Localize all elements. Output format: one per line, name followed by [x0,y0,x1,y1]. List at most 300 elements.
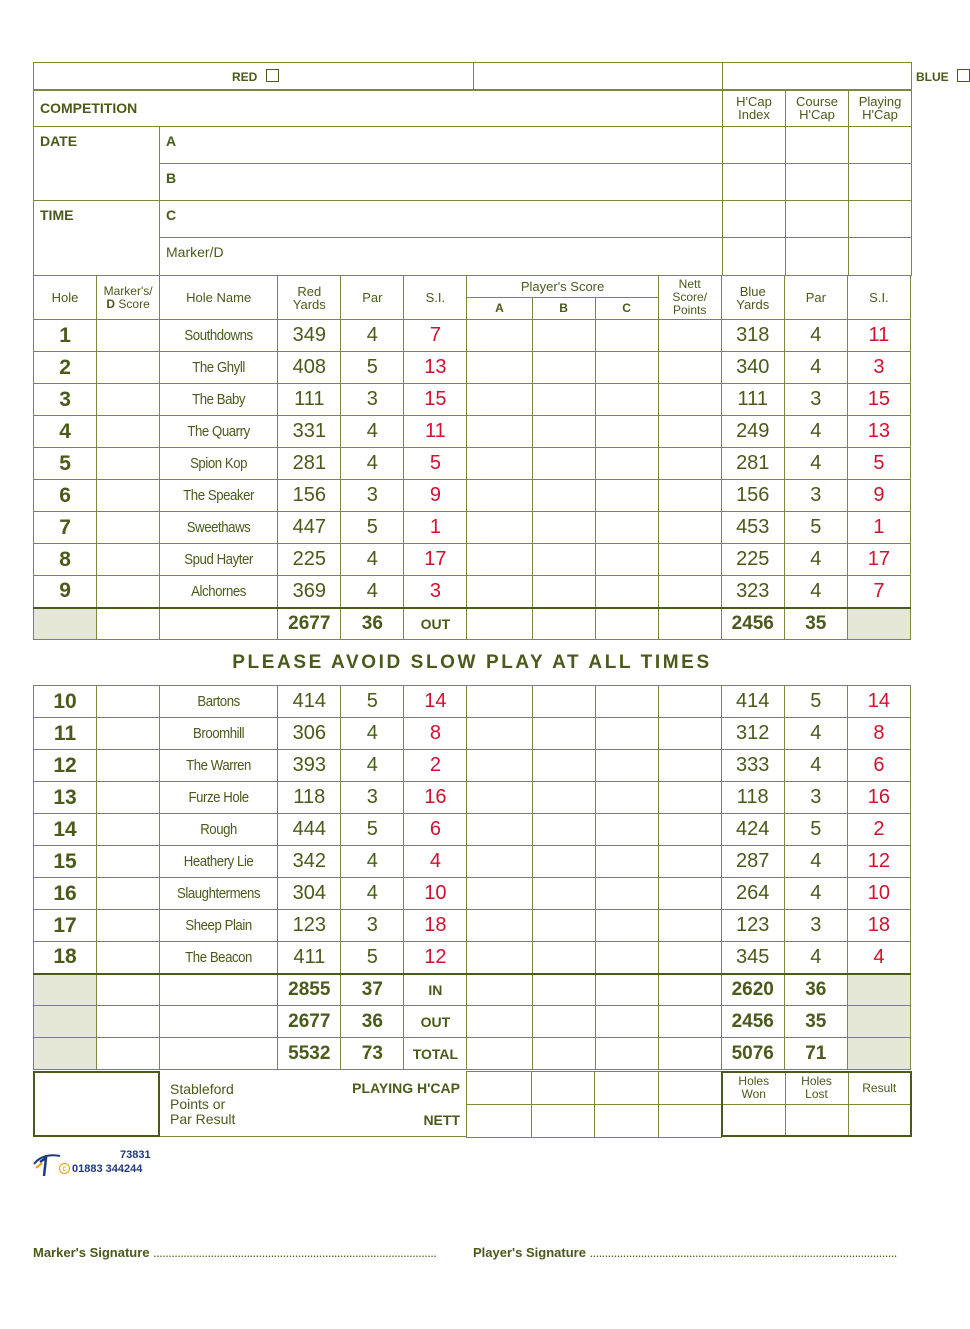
total-blue-par: 36 [784,974,847,1006]
player-c-score-cell[interactable] [595,448,658,480]
player-c-name[interactable]: C [160,201,723,238]
total-hole-cell [34,974,97,1006]
col-blue-si-header: S.I. [847,276,910,320]
hole-number: 9 [34,576,97,608]
blue-par: 4 [784,718,847,750]
hole-number: 3 [34,384,97,416]
time-label: TIME [34,201,160,276]
markers-score-cell[interactable] [97,512,160,544]
player-signature-label: Player's Signature [473,1245,586,1260]
player-a-score-cell[interactable] [467,942,532,974]
total-a-cell[interactable] [467,608,532,640]
nett-score-cell[interactable] [658,352,721,384]
marker-signature-label: Marker's Signature [33,1245,150,1260]
markers-score-cell[interactable] [97,384,160,416]
red-par: 5 [341,686,404,718]
total-label: OUT [404,608,467,640]
blue-yards: 264 [721,878,784,910]
red-par: 3 [341,910,404,942]
red-si: 15 [404,384,467,416]
player-a-score-cell[interactable] [467,846,532,878]
hcap-a-cell[interactable] [467,1072,532,1105]
player-a-score-cell[interactable] [467,814,532,846]
player-c-score-cell[interactable] [595,544,658,576]
blue-si: 11 [847,320,910,352]
blue-yards: 281 [721,448,784,480]
nett-score-cell[interactable] [658,544,721,576]
holes-won-cell[interactable] [722,1104,785,1136]
blue-si: 13 [847,416,910,448]
holes-won-header [722,1072,785,1104]
nett-label: NETT [423,1112,460,1128]
blue-par: 3 [784,480,847,512]
nett-score-cell[interactable] [658,718,721,750]
col-red-yards-line2: Yards [292,296,326,312]
col-blue-yards-line1: Blue [739,283,766,299]
player-c-score-cell[interactable] [595,320,658,352]
markers-score-cell[interactable] [97,686,160,718]
course-hcap-d[interactable] [786,238,849,276]
nett-b-cell[interactable] [532,1105,595,1138]
hole-name-text: Spion Kop [190,455,248,472]
col-blue-yards-header [721,276,784,320]
total-markers-cell[interactable] [97,1006,160,1038]
red-par: 4 [341,448,404,480]
result-cell[interactable] [848,1104,911,1136]
copyright-icon: c [59,1163,70,1174]
markers-score-cell[interactable] [97,814,160,846]
blue-yards: 123 [721,910,784,942]
nett-score-cell[interactable] [658,416,721,448]
total-c-cell[interactable] [595,974,658,1006]
total-a-cell[interactable] [467,1038,532,1070]
markers-score-cell[interactable] [97,878,160,910]
blue-yards: 318 [721,320,784,352]
markers-score-cell[interactable] [97,352,160,384]
col-hole-header: Hole [34,276,97,320]
course-hcap-label: Course H'Cap [796,94,838,122]
nett-score-cell[interactable] [658,750,721,782]
red-par: 5 [341,814,404,846]
player-b-score-cell[interactable] [532,878,595,910]
hcap-index-b[interactable] [723,164,786,201]
red-tee-cell [34,63,723,91]
player-b-score-cell[interactable] [532,576,595,608]
blue-par: 4 [784,750,847,782]
player-b-score-cell[interactable] [532,416,595,448]
total-c-cell[interactable] [595,1006,658,1038]
info-table [33,89,912,276]
hole-number: 8 [34,544,97,576]
total-nett-cell[interactable] [658,1006,721,1038]
playing-hcap-header [849,90,912,127]
markers-score-cell[interactable] [97,782,160,814]
blue-si: 14 [847,686,910,718]
player-b-name[interactable]: B [160,164,723,201]
hole-name-text: The Quarry [187,423,250,440]
col-nett-line3: Points [673,303,707,317]
red-par: 4 [341,878,404,910]
blue-par: 5 [784,512,847,544]
red-yards: 331 [278,416,341,448]
player-c-score-cell[interactable] [595,416,658,448]
total-markers-cell[interactable] [97,1038,160,1070]
total-blue-yards: 2456 [721,608,784,640]
total-red-par: 73 [341,1038,404,1070]
player-c-score-cell[interactable] [595,814,658,846]
nett-score-cell[interactable] [658,320,721,352]
player-c-score-cell[interactable] [595,718,658,750]
player-c-score-cell[interactable] [595,512,658,544]
red-si: 14 [404,686,467,718]
total-c-cell[interactable] [595,1038,658,1070]
player-a-score-cell[interactable] [467,544,532,576]
col-markers-header [97,276,160,320]
hole-name [160,384,278,416]
hole-number: 6 [34,480,97,512]
course-hcap-a[interactable] [786,127,849,164]
red-par: 4 [341,544,404,576]
hole-number: 5 [34,448,97,480]
player-c-score-cell[interactable] [595,942,658,974]
hole-number: 1 [34,320,97,352]
marker-signature-line[interactable] [33,1245,436,1260]
stableford-line2: Points or [170,1096,226,1112]
red-si: 8 [404,718,467,750]
player-a-score-cell[interactable] [467,878,532,910]
blue-yards: 249 [721,416,784,448]
hcap-nett-cell[interactable] [658,1072,721,1105]
player-c-score-cell[interactable] [595,686,658,718]
playing-hcap-a[interactable] [849,127,912,164]
blue-par: 4 [784,878,847,910]
player-b-score-cell[interactable] [532,814,595,846]
hole-name [160,910,278,942]
stableford-line1: Stableford [170,1081,234,1097]
player-a-score-cell[interactable] [467,416,532,448]
red-tee-checkbox[interactable] [266,69,279,82]
red-par: 5 [341,942,404,974]
hole-row [34,782,911,814]
blue-par: 5 [784,814,847,846]
markers-score-cell[interactable] [97,846,160,878]
hole-number: 14 [34,814,97,846]
col-nett-header [658,276,721,320]
markers-score-cell[interactable] [97,544,160,576]
total-blue-yards: 5076 [721,1038,784,1070]
total-red-yards: 2855 [278,974,341,1006]
red-yards: 411 [278,942,341,974]
player-a-score-cell[interactable] [467,782,532,814]
nett-score-cell[interactable] [658,878,721,910]
blue-si: 17 [847,544,910,576]
total-b-cell[interactable] [532,1006,595,1038]
player-a-score-cell[interactable] [467,320,532,352]
player-a-score-cell[interactable] [467,910,532,942]
blue-si: 3 [847,352,910,384]
player-a-score-cell[interactable] [467,750,532,782]
player-a-score-cell[interactable] [467,718,532,750]
blue-si: 10 [847,878,910,910]
markers-score-cell[interactable] [97,750,160,782]
markers-score-cell[interactable] [97,480,160,512]
player-a-score-cell[interactable] [467,576,532,608]
marker-d-label: Marker/D [166,244,224,260]
player-c-score-cell[interactable] [595,878,658,910]
player-a-score-cell[interactable] [467,384,532,416]
blue-si: 2 [847,814,910,846]
player-a-score-cell[interactable] [467,448,532,480]
col-markers-score: Score [118,296,150,311]
nett-score-cell[interactable] [658,814,721,846]
hole-number: 2 [34,352,97,384]
player-b-score-cell[interactable] [532,846,595,878]
hole-row [34,352,911,384]
blue-par: 4 [784,416,847,448]
total-row [34,608,911,640]
player-signature-line[interactable] [473,1245,911,1260]
total-blue-yards: 2456 [721,1006,784,1038]
hole-number: 12 [34,750,97,782]
total-nett-cell[interactable] [658,1038,721,1070]
player-a-name[interactable]: A [160,127,723,164]
red-yards: 123 [278,910,341,942]
player-b-score-cell[interactable] [532,384,595,416]
total-blue-si-cell [847,1038,910,1070]
player-c-score-cell[interactable] [595,782,658,814]
hole-row [34,942,911,974]
col-red-yards-header [278,276,341,320]
hcap-index-d[interactable] [723,238,786,276]
markers-score-cell[interactable] [97,576,160,608]
red-si: 6 [404,814,467,846]
blue-par: 5 [784,686,847,718]
player-b-score-cell[interactable] [532,352,595,384]
total-label: TOTAL [404,1038,467,1070]
hole-name [160,480,278,512]
hcap-index-header [723,90,786,127]
holes-lost-cell[interactable] [785,1104,848,1136]
red-yards: 369 [278,576,341,608]
player-c-score-cell[interactable] [595,480,658,512]
player-c-score-cell[interactable] [595,910,658,942]
total-b-cell[interactable] [532,1038,595,1070]
blue-par: 4 [784,942,847,974]
red-par: 4 [341,718,404,750]
hole-name-text: Alchornes [191,582,247,600]
blue-si: 7 [847,576,910,608]
total-markers-cell[interactable] [97,974,160,1006]
total-label: OUT [404,1006,467,1038]
markers-score-cell[interactable] [97,320,160,352]
total-markers-cell[interactable] [97,608,160,640]
markers-score-cell[interactable] [97,718,160,750]
hole-name [160,320,278,352]
player-b-score-cell[interactable] [532,782,595,814]
nett-score-cell[interactable] [658,384,721,416]
player-a-score-cell[interactable] [467,686,532,718]
hole-name [160,942,278,974]
player-c-score-cell[interactable] [595,384,658,416]
hole-name-text: Broomhill [193,725,245,742]
total-b-cell[interactable] [532,608,595,640]
nett-score-cell[interactable] [658,942,721,974]
playing-hcap-c[interactable] [849,201,912,238]
playing-hcap-b[interactable] [849,164,912,201]
red-si: 2 [404,750,467,782]
hole-name-text: Furze Hole [188,789,249,806]
nett-nett-cell[interactable] [658,1105,721,1138]
nett-score-cell[interactable] [658,480,721,512]
hole-number: 17 [34,910,97,942]
red-si: 9 [404,480,467,512]
blue-si: 12 [847,846,910,878]
player-b-score-cell[interactable] [532,750,595,782]
blue-yards: 111 [721,384,784,416]
nett-score-cell[interactable] [658,576,721,608]
blue-par: 4 [784,576,847,608]
nett-score-cell[interactable] [658,512,721,544]
player-c-score-cell[interactable] [595,576,658,608]
course-hcap-c[interactable] [786,201,849,238]
hole-row [34,814,911,846]
player-a-score-cell[interactable] [467,512,532,544]
hole-name [160,352,278,384]
hole-row [34,576,911,608]
total-label: IN [404,974,467,1006]
blue-yards: 424 [721,814,784,846]
col-markers-line1: Marker's/ [103,283,153,298]
hcap-index-c[interactable] [723,201,786,238]
holes-lost-line2: Lost [805,1087,828,1102]
total-a-cell[interactable] [467,974,532,1006]
hole-name-text: Slaughtermens [177,885,261,902]
date-label: DATE [34,127,160,201]
red-yards: 444 [278,814,341,846]
total-red-par: 37 [341,974,404,1006]
nett-score-cell[interactable] [658,448,721,480]
red-yards: 111 [278,384,341,416]
total-b-cell[interactable] [532,974,595,1006]
red-par: 3 [341,384,404,416]
total-name-cell [160,1006,278,1038]
hcap-b-cell[interactable] [532,1072,595,1105]
total-a-cell[interactable] [467,1006,532,1038]
hole-row [34,750,911,782]
blue-si: 9 [847,480,910,512]
red-yards: 306 [278,718,341,750]
total-nett-cell[interactable] [658,974,721,1006]
nett-score-cell[interactable] [658,846,721,878]
hole-name [160,782,278,814]
markers-score-cell[interactable] [97,910,160,942]
hcap-index-a[interactable] [723,127,786,164]
markers-score-cell[interactable] [97,942,160,974]
nett-a-cell[interactable] [467,1105,532,1138]
total-nett-cell[interactable] [658,608,721,640]
holes-won-line2: Won [741,1087,766,1102]
printer-logo-icon [32,1150,62,1178]
hole-row [34,320,911,352]
hole-name [160,544,278,576]
result-header: Result [848,1072,911,1104]
player-b-score-cell[interactable] [532,320,595,352]
nett-score-cell[interactable] [658,782,721,814]
markers-score-cell[interactable] [97,448,160,480]
hole-name [160,846,278,878]
player-b-score-cell[interactable] [532,910,595,942]
hole-name [160,878,278,910]
blue-tee-label: BLUE [916,70,949,84]
player-c-score-cell[interactable] [595,352,658,384]
player-b-score-cell[interactable] [532,512,595,544]
red-yards: 225 [278,544,341,576]
printer-phone: 01883 344244 [72,1163,143,1175]
player-b-score-cell[interactable] [532,686,595,718]
hole-row [34,448,911,480]
blue-si: 6 [847,750,910,782]
competition-label: COMPETITION [34,90,723,127]
nett-c-cell[interactable] [595,1105,658,1138]
red-si: 5 [404,448,467,480]
nett-score-cell[interactable] [658,910,721,942]
player-c-score-cell[interactable] [595,750,658,782]
course-hcap-b[interactable] [786,164,849,201]
blue-par: 3 [784,782,847,814]
hole-row [34,686,911,718]
nett-score-cell[interactable] [658,686,721,718]
hole-number: 11 [34,718,97,750]
blue-yards: 287 [721,846,784,878]
red-yards: 447 [278,512,341,544]
col-blue-yards-line2: Yards [736,296,770,312]
player-b-score-cell[interactable] [532,942,595,974]
col-nett-line1: Nett [678,277,701,291]
player-c-score-cell[interactable] [595,846,658,878]
blue-tee-checkbox[interactable] [957,69,970,82]
hole-number: 13 [34,782,97,814]
blue-si: 4 [847,942,910,974]
total-name-cell [160,608,278,640]
blue-yards: 345 [721,942,784,974]
marker-signature-dots: .............................................................................................. [153,1245,437,1260]
player-a-score-cell[interactable] [467,480,532,512]
blue-yards: 156 [721,480,784,512]
hole-name [160,448,278,480]
hole-name-text: The Ghyll [192,359,245,376]
blue-yards: 340 [721,352,784,384]
player-b-score-cell[interactable] [532,718,595,750]
blue-par: 4 [784,320,847,352]
markers-score-cell[interactable] [97,416,160,448]
playing-hcap-d[interactable] [849,238,912,276]
red-yards: 414 [278,686,341,718]
red-par: 4 [341,416,404,448]
red-si: 17 [404,544,467,576]
player-b-score-cell[interactable] [532,448,595,480]
player-b-score-cell[interactable] [532,544,595,576]
red-tee-label: RED [232,70,258,84]
marker-d-name[interactable] [160,238,723,276]
result-stamp-box[interactable] [33,1071,160,1137]
player-b-score-cell[interactable] [532,480,595,512]
hole-name-text: The Speaker [183,487,255,504]
player-a-score-cell[interactable] [467,352,532,384]
hcap-c-cell[interactable] [595,1072,658,1105]
red-yards: 393 [278,750,341,782]
total-c-cell[interactable] [595,608,658,640]
red-par: 3 [341,480,404,512]
